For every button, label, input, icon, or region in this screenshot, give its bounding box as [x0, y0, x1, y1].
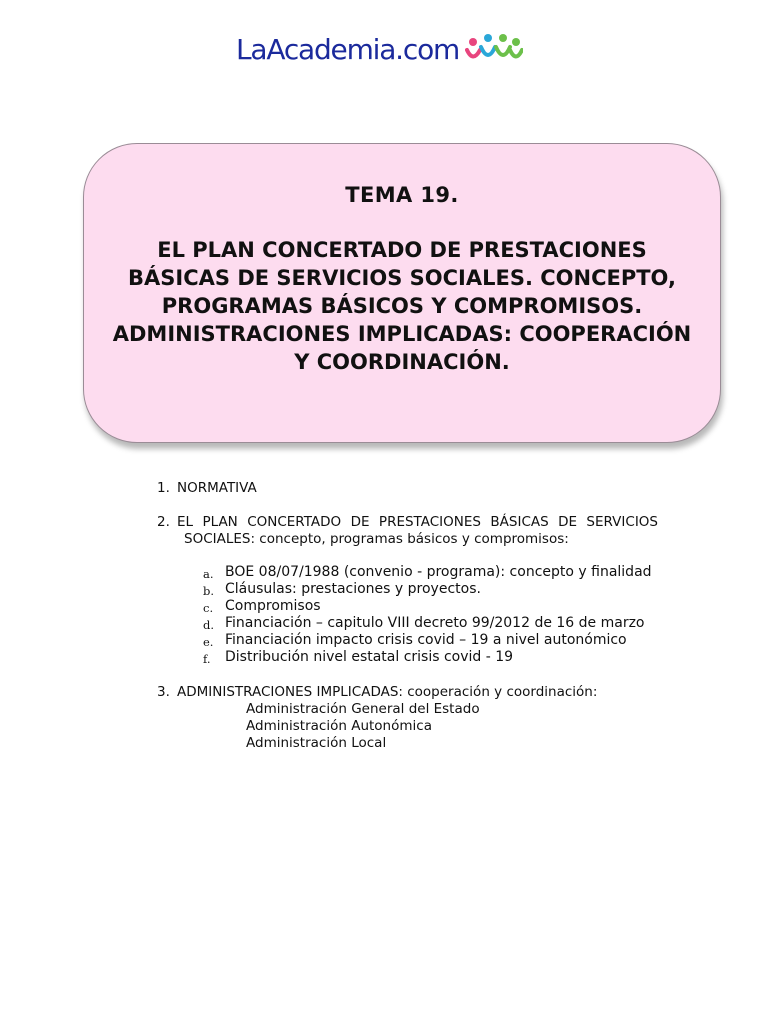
title-line: Y COORDINACIÓN.	[294, 350, 510, 374]
title-line: EL PLAN CONCERTADO DE PRESTACIONES	[157, 238, 647, 262]
title-box	[83, 143, 721, 443]
item-text: ADMINISTRACIONES IMPLICADAS: cooperación y coordinación:	[177, 684, 598, 700]
sub-item-text: Distribución nivel estatal crisis covid - 19	[225, 649, 514, 665]
sub-item-letter: b.	[203, 584, 215, 598]
sub-list-item: Administración Local	[246, 735, 387, 751]
sub-item-text: BOE 08/07/1988 (convenio - programa): concepto y finalidad	[225, 564, 652, 580]
sub-item-text: Financiación impacto crisis covid – 19 a nivel autonómico	[225, 632, 627, 648]
sub-list-item: Administración General del Estado	[246, 701, 480, 717]
item-number: 3.	[157, 684, 170, 700]
tema-heading: TEMA 19.	[345, 183, 459, 207]
logo	[236, 30, 523, 70]
sub-item-text: Financiación – capitulo VIII decreto 99/2012 de 16 de marzo	[225, 615, 645, 631]
sub-item-letter: d.	[203, 618, 215, 632]
item-number: 1.	[157, 480, 170, 496]
item-number: 2.	[157, 514, 170, 530]
item-text: NORMATIVA	[177, 480, 257, 496]
sub-item-text: Compromisos	[225, 598, 321, 614]
sub-item-letter: c.	[203, 601, 214, 615]
sub-list-item: Administración Autonómica	[246, 718, 432, 734]
sub-item-letter: e.	[203, 635, 214, 649]
document-title	[104, 236, 700, 376]
sub-item-letter: f.	[203, 652, 211, 666]
people-circles-icon	[465, 33, 523, 67]
logo-text: LaAcademia.com	[236, 33, 460, 66]
sub-item-letter: a.	[203, 567, 214, 581]
title-line: PROGRAMAS BÁSICOS Y COMPROMISOS.	[161, 294, 643, 318]
item-text: EL PLAN CONCERTADO DE PRESTACIONES BÁSICAS DE SERVICIOS	[177, 514, 658, 530]
title-line: BÁSICAS DE SERVICIOS SOCIALES. CONCEPTO,	[128, 266, 676, 290]
sub-item-text: Cláusulas: prestaciones y proyectos.	[225, 581, 481, 597]
title-line: ADMINISTRACIONES IMPLICADAS: COOPERACIÓN	[112, 322, 692, 346]
item-text-continuation: SOCIALES: concepto, programas básicos y compromisos:	[184, 531, 569, 547]
